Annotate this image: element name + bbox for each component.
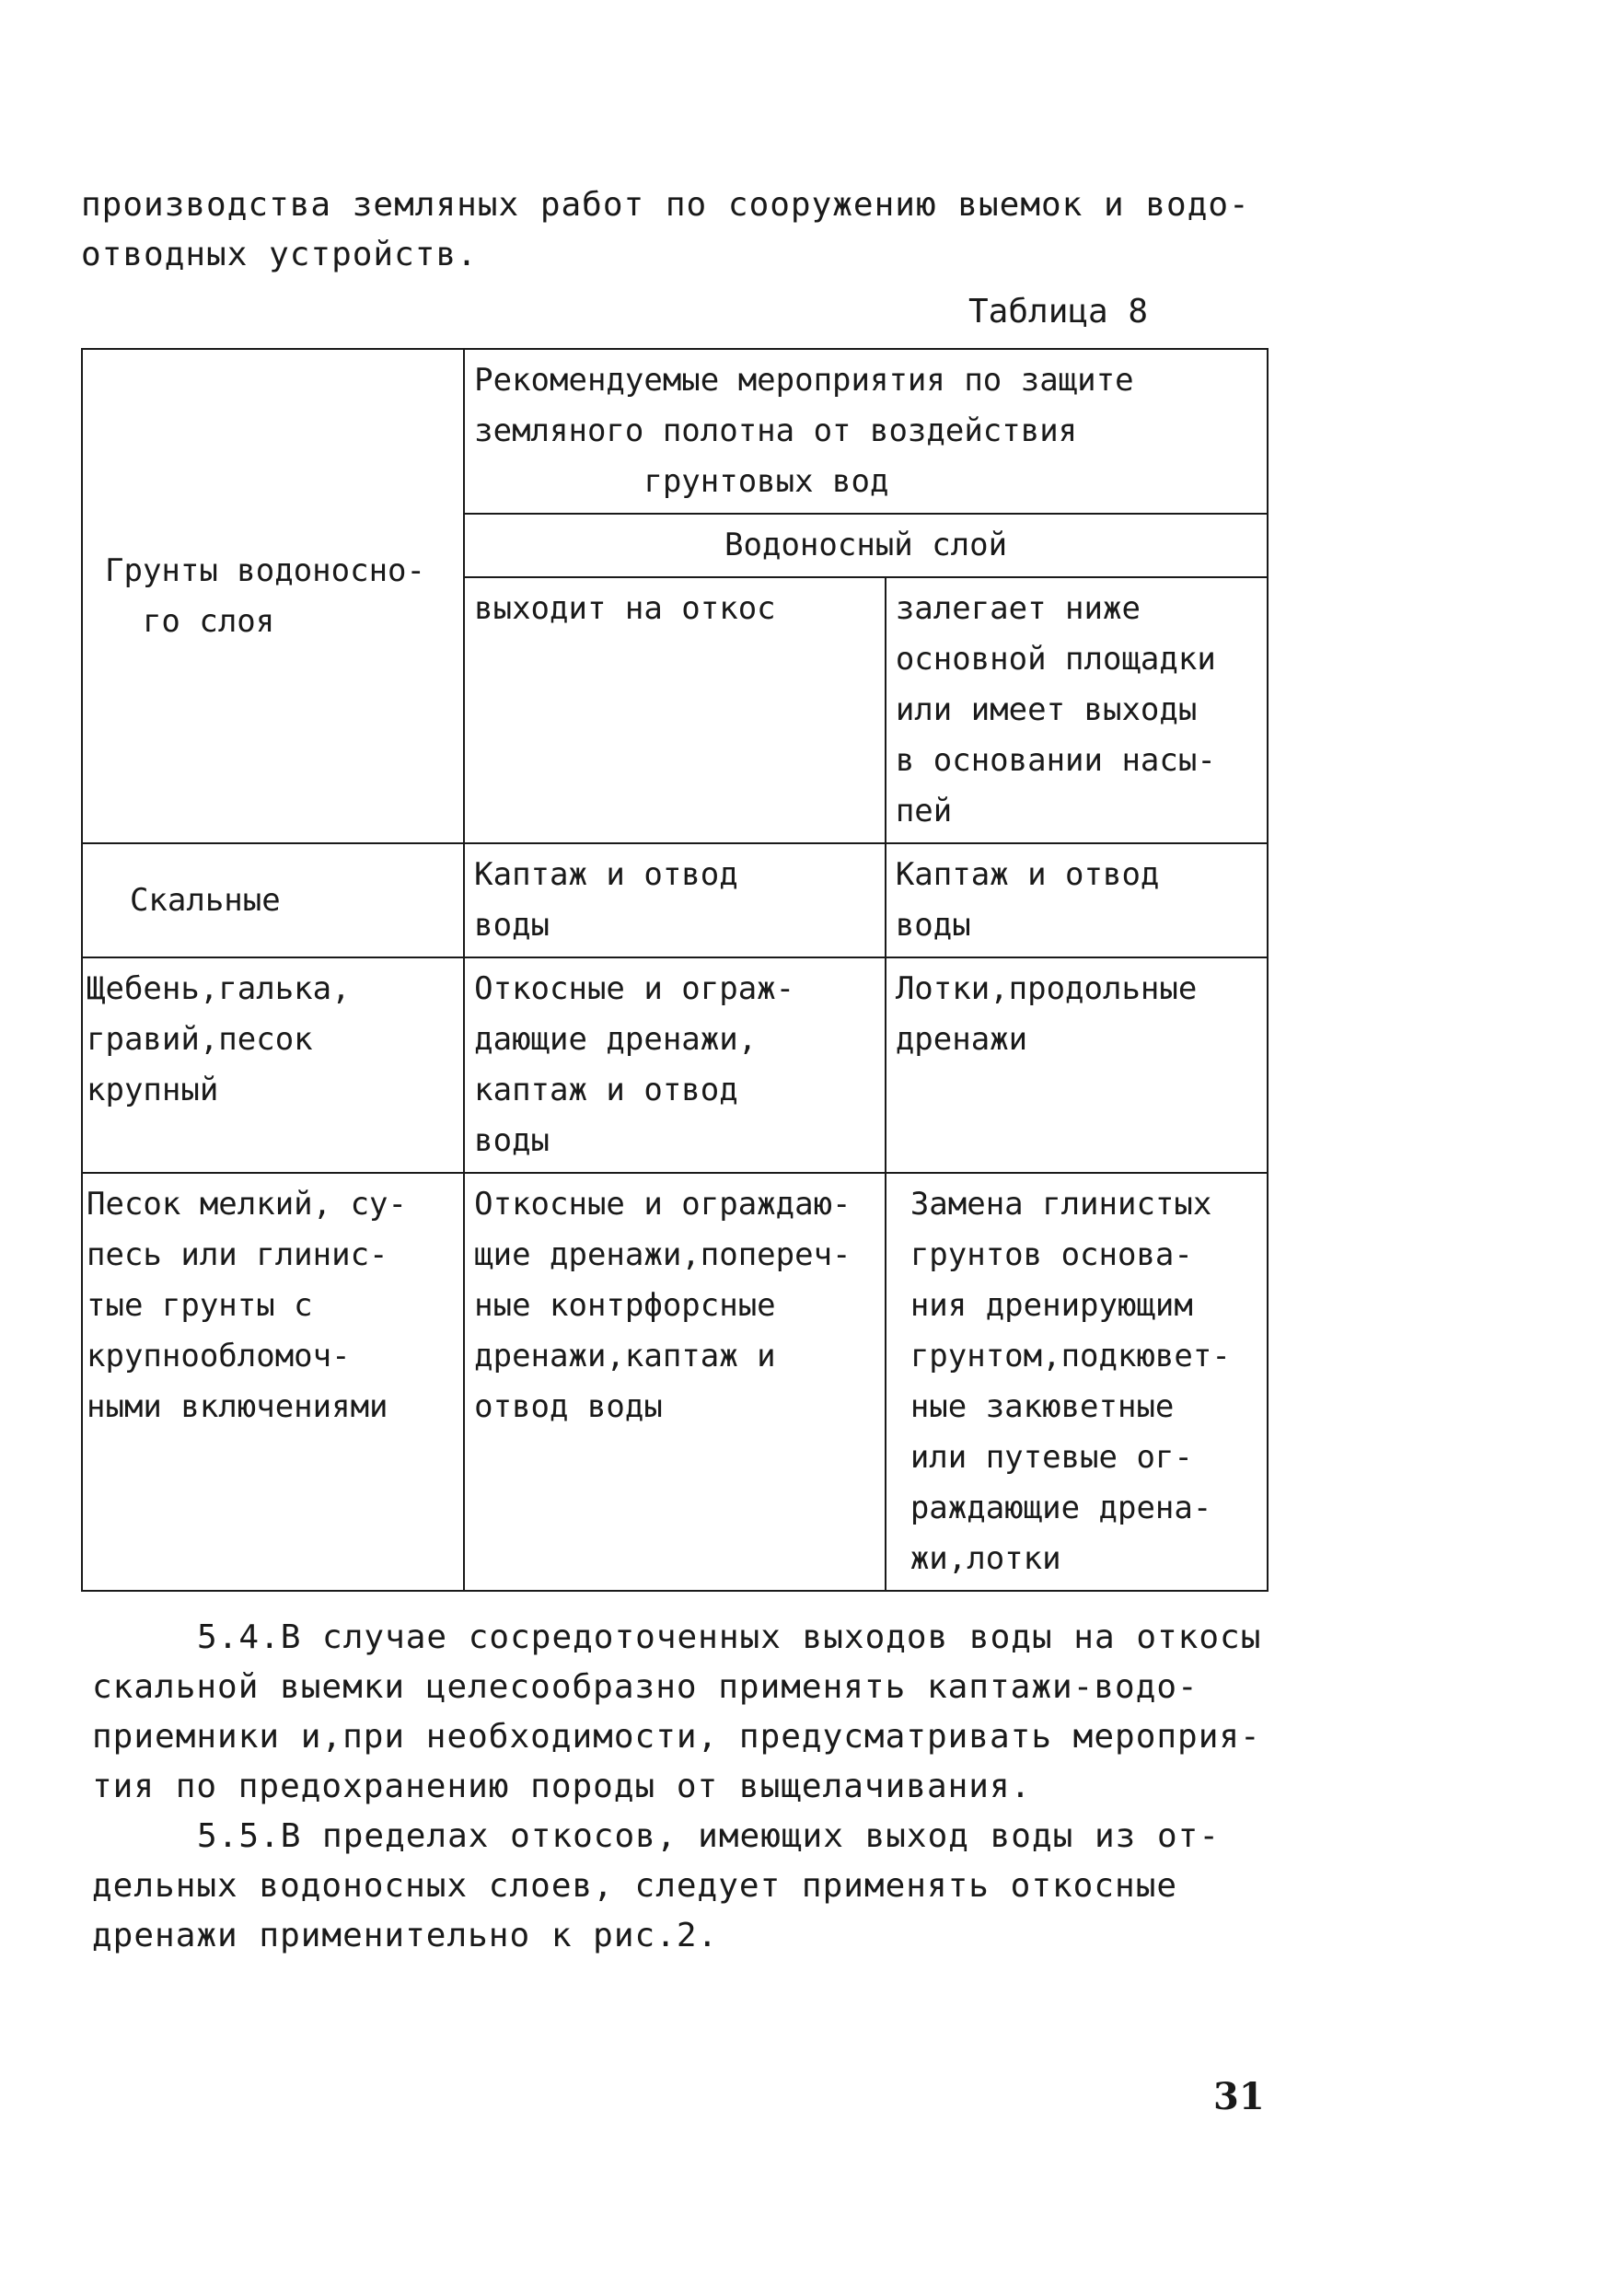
intro-line-1: производства земляных работ по сооружению выемок и водо- [81,186,1250,224]
intro-line-2: отводных устройств. [81,236,478,273]
header-outcrop-on-slope: выходит на откос [464,577,886,843]
para-5-5-line-1: 5.5.В пределах откосов, имеющих выход воды из от- [197,1817,1221,1855]
para-5-5-line-2: дельных водоносных слоев, следует применять откосные [92,1867,1178,1905]
cell-below-measure: Лотки,продольные дренажи [886,957,1268,1173]
cell-outcrop-measure: Откосные и ограждаю- щие дренажи,попереч- ные контрфорсные дренажи,каптаж и отвод воды [464,1173,886,1591]
para-5-4-line-1: 5.4.В случае сосредоточенных выходов воды на откосы [197,1618,1262,1656]
table-row [82,1173,1268,1591]
cell-soil: Щебень,галька, гравий,песок крупный [82,957,464,1173]
para-5-4-line-3: приемники и,при необходимости, предусматривать мероприя- [92,1718,1261,1756]
soil-measures-table [81,348,1269,1592]
table-caption: Таблица 8 [968,293,1149,330]
cell-below-measure: Замена глинистых грунтов основа- ния дренирующим грунтом,подкювет- ные закюветные или путевые ог- раждающие дрена- жи,лотки [886,1173,1268,1591]
para-5-5-line-3: дренажи применительно к рис.2. [92,1917,719,1954]
header-aquifer-layer: Водоносный слой [464,514,1268,577]
page-number: 31 [1213,2075,1265,2118]
cell-outcrop-measure: Откосные и ограж- дающие дренажи, каптаж и отвод воды [464,957,886,1173]
cell-soil: Скальные [82,843,464,957]
para-5-4-line-2: скальной выемки целесообразно применять каптажи-водо- [92,1668,1199,1706]
table-row [82,957,1268,1173]
table-header-row [82,349,1268,514]
cell-soil: Песок мелкий, су- песь или глинис- тые грунты с крупнообломоч- ными включениями [82,1173,464,1591]
header-measures: Рекомендуемые мероприятия по защите земляного полотна от воздействия грунтовых вод [464,349,1268,514]
table-row [82,843,1268,957]
cell-below-measure: Каптаж и отвод воды [886,843,1268,957]
cell-outcrop-measure: Каптаж и отвод воды [464,843,886,957]
header-soil-type: Грунты водоносно- го слоя [82,349,464,843]
header-below-platform: залегает ниже основной площадки или имеет выходы в основании насы- пей [886,577,1268,843]
para-5-4-line-4: тия по предохранению породы от выщелачивания. [92,1768,1032,1805]
